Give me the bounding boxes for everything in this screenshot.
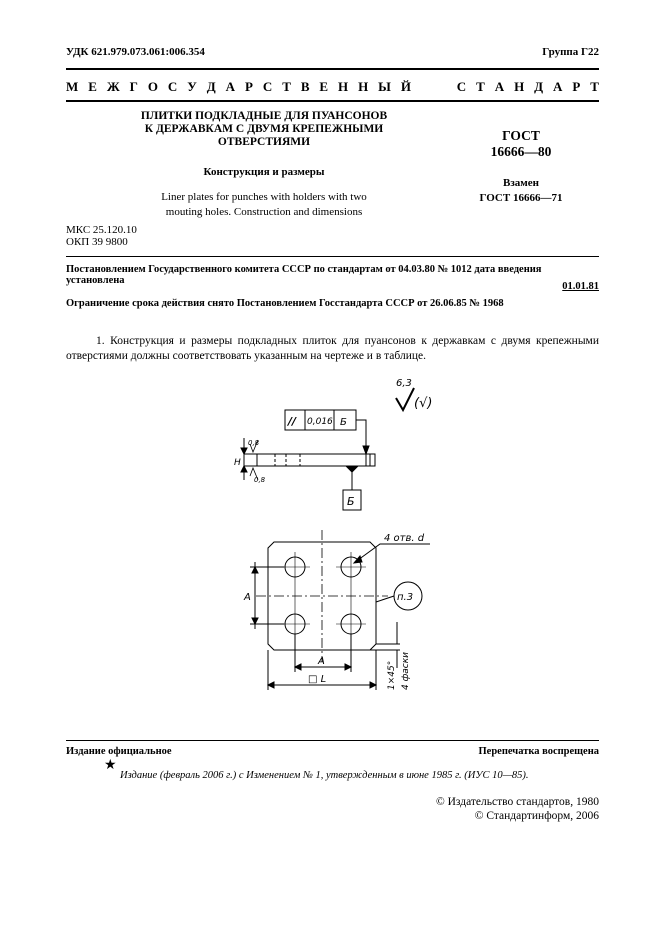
banner-letter: Н [514, 79, 525, 94]
banner-letter: Р [572, 79, 581, 94]
banner-letter: А [494, 79, 505, 94]
roughness-value-label: 6,3 [396, 378, 412, 389]
tolerance-datum-label: Б [340, 417, 347, 428]
english-title [134, 190, 394, 220]
banner-letter: Й [400, 79, 411, 94]
udk-code: УДК 621.979.073.061:006.354 [66, 46, 205, 58]
parallelism-symbol: // [288, 415, 297, 428]
decree-text: Постановлением Государственного комитета СССР по стандартам от 04.03.80 № 1012 дата введения установлена [66, 264, 542, 286]
banner-letter: Н [338, 79, 349, 94]
banner-letter: А [553, 79, 563, 94]
star-icon: ★ [104, 758, 117, 773]
roughness-extra-label: (√) [414, 396, 433, 411]
tolerance-frame [285, 410, 369, 454]
banner-letter [439, 79, 447, 95]
banner-letter: Д [206, 79, 216, 94]
title-line-3: ОТВЕРСТИЯМИ [217, 136, 311, 148]
note-ref-label: п.3 [397, 592, 414, 603]
okp-code: ОКП 39 9800 [66, 236, 128, 248]
plate-plan-view [243, 530, 430, 690]
banner-letter: Г [129, 79, 138, 94]
decree-rule [66, 256, 599, 257]
tolerance-value-label: 0,016 [307, 417, 333, 427]
plate-side-view [234, 438, 375, 510]
banner-letter: С [456, 79, 467, 94]
mks-code: МКС 25.120.10 [66, 224, 137, 236]
gost-label: ГОСТ [502, 128, 540, 143]
group-code: Группа Г22 [542, 46, 599, 58]
banner-letter: А [225, 79, 235, 94]
banner-letter: Е [88, 79, 97, 94]
technical-drawing [200, 372, 460, 702]
surface-bottom-label: 0,8 [254, 476, 266, 484]
limit-text: Ограничение срока действия снято Постановлением Госстандарта СССР от 26.06.85 № 1968 [66, 298, 504, 309]
standard-banner [66, 79, 599, 95]
chamfer-label: 1×45° [387, 660, 397, 690]
gost-number [466, 128, 576, 160]
banner-top-rule [66, 68, 599, 70]
reprint-notice: Перепечатка воспрещена [478, 746, 599, 757]
banner-letter: О [147, 79, 158, 94]
gost-code: 16666—80 [490, 144, 552, 159]
clause-1: 1. Конструкция и размеры подкладных плиток для пуансонов к державкам с двумя крепежными отверстиями должны соответствовать указанным на чертеже и в таблице. [66, 335, 599, 362]
banner-letter: Р [244, 79, 253, 94]
title-line-2: К ДЕРЖАВКАМ С ДВУМЯ КРЕПЕЖНЫМИ [144, 123, 384, 135]
copyright-block [436, 795, 599, 823]
height-dim-label: H [234, 458, 241, 468]
banner-letter: Т [476, 79, 485, 94]
standard-title [134, 110, 394, 149]
dim-l-label: □ L [308, 674, 327, 685]
dim-a-vertical-label: A [244, 592, 251, 603]
copyright-2006: © Стандартинформ, 2006 [474, 810, 599, 822]
banner-letter: С [167, 79, 178, 94]
copyright-1980: © Издательство стандартов, 1980 [435, 796, 599, 808]
banner-letter: Д [534, 79, 544, 94]
banner-letter [421, 79, 429, 95]
banner-letter: В [300, 79, 310, 94]
dim-a-horizontal-label: A [318, 656, 325, 667]
banner-letter: Ж [106, 79, 120, 94]
banner-letter: Е [319, 79, 329, 94]
decree-date: 01.01.81 [562, 281, 599, 292]
classification-codes [66, 224, 137, 248]
replaces-label: Взамен [503, 177, 539, 189]
english-title-line-2: mouting holes. Construction and dimensions [165, 206, 363, 218]
surface-top-label: 0,8 [248, 439, 260, 447]
replaces-code: ГОСТ 16666—71 [479, 192, 563, 204]
title-line-1: ПЛИТКИ ПОДКЛАДНЫЕ ДЛЯ ПУАНСОНОВ [140, 110, 388, 122]
banner-bottom-rule [66, 100, 599, 102]
banner-letter: Н [358, 79, 369, 94]
banner-letter: Т [282, 79, 291, 94]
banner-letter: М [66, 79, 79, 94]
replaces-block [466, 176, 576, 206]
footer-rule [66, 740, 599, 741]
banner-letter: Ы [378, 79, 391, 94]
holes-label: 4 отв. d [384, 533, 425, 544]
chamfer-count-label: 4 фаски [401, 651, 411, 690]
banner-letter: Т [590, 79, 599, 94]
roughness-symbol [396, 378, 432, 411]
official-edition: Издание официальное [66, 746, 172, 757]
banner-letter: С [262, 79, 273, 94]
standard-subtitle: Конструкция и размеры [203, 166, 325, 178]
banner-letter: У [187, 79, 197, 94]
english-title-line-1: Liner plates for punches with holders with two [161, 191, 367, 203]
edition-note: Издание (февраль 2006 г.) с Изменением № 1, утвержденным в июне 1985 г. (ИУС 10—85). [120, 770, 529, 781]
datum-label: Б [347, 495, 355, 508]
